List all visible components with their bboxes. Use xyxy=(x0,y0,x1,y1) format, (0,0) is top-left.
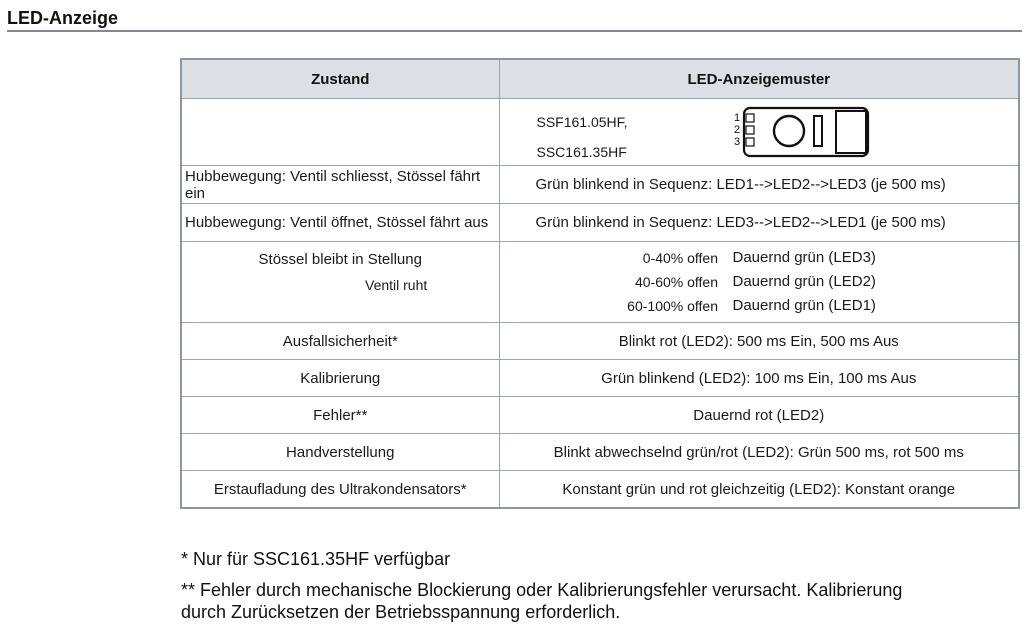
column-header-state: Zustand xyxy=(181,59,499,99)
pattern-cell: Dauernd rot (LED2) xyxy=(499,397,1019,434)
led-table xyxy=(180,58,1020,509)
empty-cell xyxy=(181,99,499,166)
title-divider xyxy=(7,30,1022,32)
pattern-cell: Blinkt rot (LED2): 500 ms Ein, 500 ms Aus xyxy=(499,323,1019,360)
table-row xyxy=(181,323,1019,360)
device-cell xyxy=(499,99,1019,166)
pattern-cell: Konstant grün und rot gleichzeitig (LED2): Konstant orange xyxy=(499,471,1019,509)
state-cell: Hubbewegung: Ventil öffnet, Stössel fährt aus xyxy=(181,204,499,242)
position-row xyxy=(181,242,1019,323)
table-row xyxy=(181,360,1019,397)
model-name: SSC161.35HF xyxy=(536,144,627,160)
pattern-cell: Grün blinkend (LED2): 100 ms Ein, 100 ms Aus xyxy=(499,360,1019,397)
led-number-label: 3 xyxy=(733,136,740,148)
table-row xyxy=(181,397,1019,434)
pattern-cell: Blinkt abwechselnd grün/rot (LED2): Grün 500 ms, rot 500 ms xyxy=(499,434,1019,471)
state-cell: Hubbewegung: Ventil schliesst, Stössel fährt ein xyxy=(181,166,499,204)
table-row xyxy=(181,204,1019,242)
state-cell xyxy=(181,242,499,323)
position-item xyxy=(500,246,1019,270)
position-state-subline: Ventil ruht xyxy=(365,277,428,293)
pattern-cell xyxy=(499,242,1019,323)
slot-icon xyxy=(814,116,822,146)
position-range: 0-40% offen xyxy=(642,250,718,266)
model-name: SSF161.05HF, xyxy=(536,114,628,130)
device-diagram-icon xyxy=(732,103,872,163)
position-item xyxy=(500,294,1019,318)
table-row xyxy=(181,166,1019,204)
state-cell: Erstaufladung des Ultrakondensators* xyxy=(181,471,499,509)
footnote-single-asterisk: * Nur für SSC161.35HF verfügbar xyxy=(181,549,451,569)
position-status: Dauernd grün (LED3) xyxy=(732,249,876,266)
state-cell: Handverstellung xyxy=(181,434,499,471)
state-cell: Kalibrierung xyxy=(181,360,499,397)
led-2-icon xyxy=(746,126,754,134)
device-row xyxy=(181,99,1019,166)
led-1-icon xyxy=(746,114,754,122)
state-cell: Fehler** xyxy=(181,397,499,434)
state-cell: Ausfallsicherheit* xyxy=(181,323,499,360)
position-range: 40-60% offen xyxy=(634,274,718,290)
position-status: Dauernd grün (LED2) xyxy=(732,273,876,290)
knob-icon xyxy=(774,116,804,146)
table-header-row xyxy=(181,59,1019,99)
pattern-cell: Grün blinkend in Sequenz: LED3-->LED2-->LED1 (je 500 ms) xyxy=(499,204,1019,242)
led-3-icon xyxy=(746,138,754,146)
table-row xyxy=(181,434,1019,471)
footnote-double-asterisk-cont: durch Zurücksetzen der Betriebsspannung erforderlich. xyxy=(181,602,621,622)
position-status: Dauernd grün (LED1) xyxy=(732,297,876,314)
column-header-pattern: LED-Anzeigemuster xyxy=(499,59,1019,99)
model-list xyxy=(537,107,628,167)
pattern-cell: Grün blinkend in Sequenz: LED1-->LED2-->LED3 (je 500 ms) xyxy=(499,166,1019,204)
page-title: LED-Anzeige xyxy=(7,8,119,28)
position-state-line: Stössel bleibt in Stellung xyxy=(258,251,422,268)
table-row xyxy=(181,471,1019,509)
led-number-label: 2 xyxy=(733,124,740,136)
position-range: 60-100% offen xyxy=(627,298,718,314)
led-number-label: 1 xyxy=(733,112,740,124)
footnote-double-asterisk: ** Fehler durch mechanische Blockierung oder Kalibrierungsfehler verursacht. Kalibrierung xyxy=(181,580,903,600)
connector-icon xyxy=(836,111,866,153)
position-item xyxy=(500,270,1019,294)
